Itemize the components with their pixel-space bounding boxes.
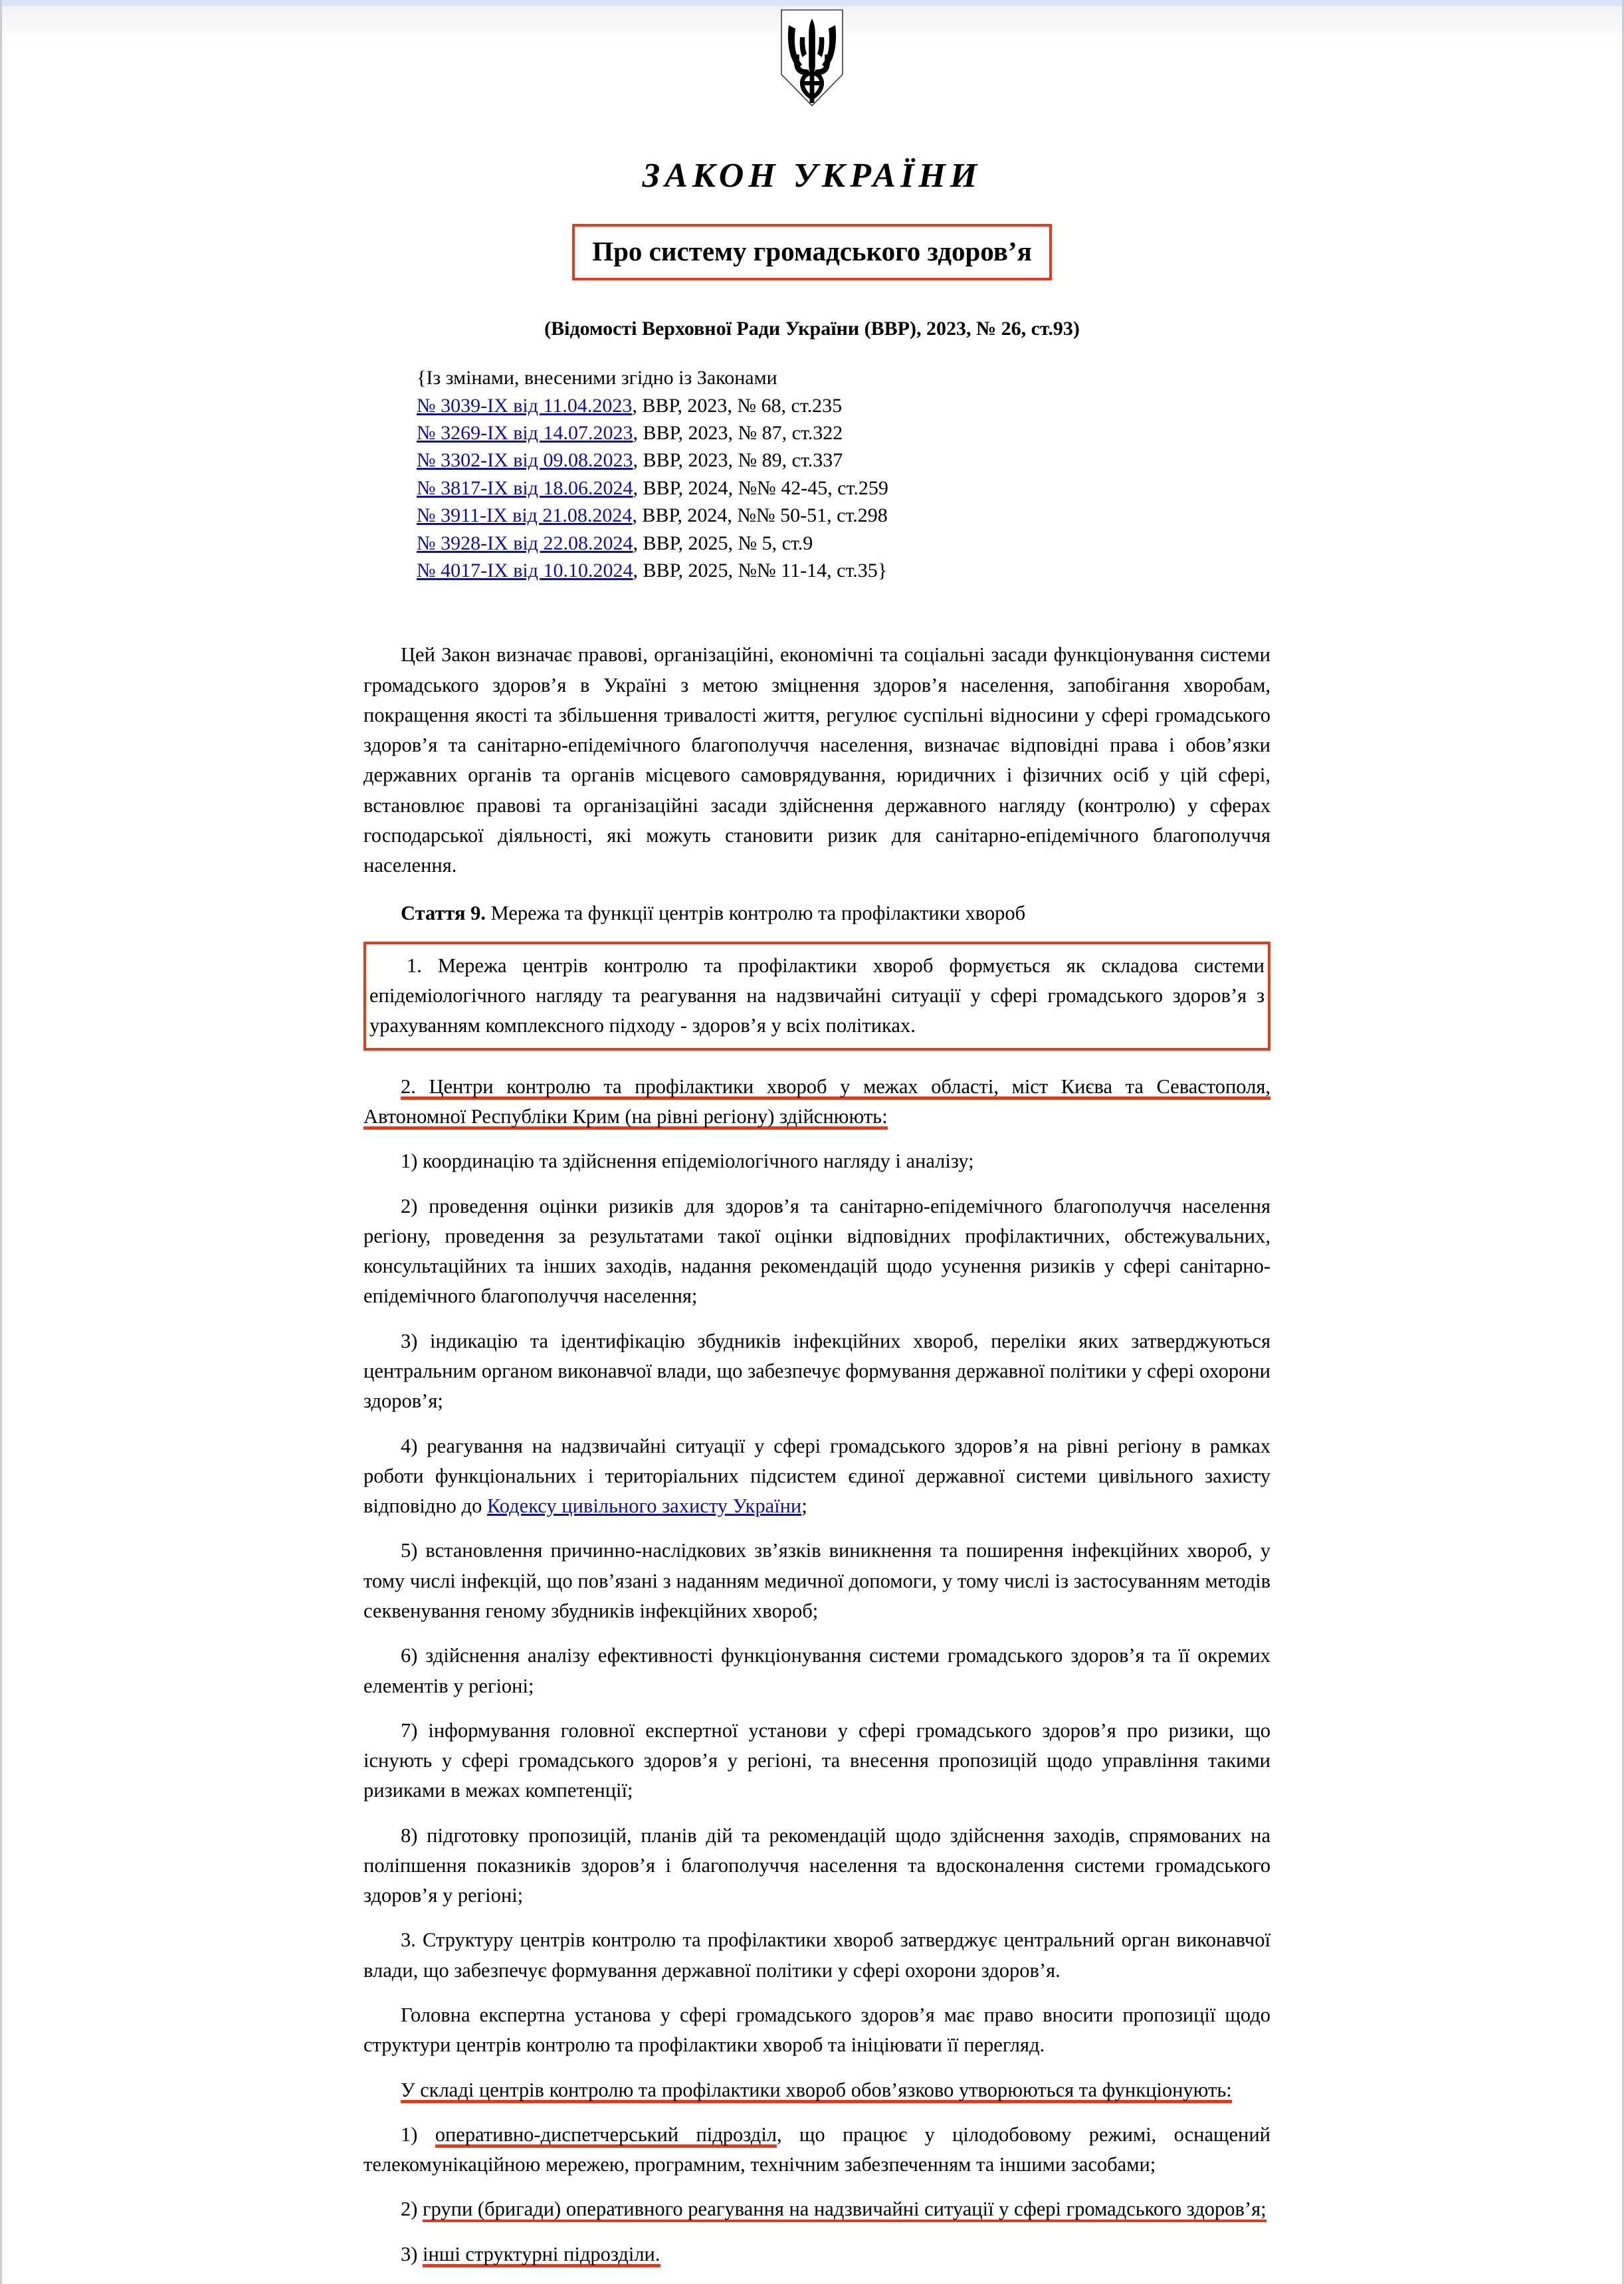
amendment-row	[417, 474, 1622, 502]
sub-item-2-highlighted: групи (бригади) оперативного реагування на надзвичайні ситуації у сфері громадського здоров’я;	[423, 2198, 1267, 2222]
clause-2-highlighted-text: 2. Центри контролю та профілактики хвороб у межах області, міст Києва та Севастополя, Автономної Республіки Крим (на рівні регіону) здійснюють:	[363, 1075, 1270, 1130]
amendment-link[interactable]: № 3302-IX від 09.08.2023	[417, 449, 633, 472]
subject-title-boxed: Про систему громадського здоров’я	[572, 224, 1052, 280]
subject-title-container	[2, 224, 1622, 280]
amendment-link[interactable]: № 3817-IX від 18.06.2024	[417, 476, 633, 499]
publication-reference: (Відомості Верховної Ради України (ВВР), 2023, № 26, ст.93)	[544, 318, 1080, 340]
amendment-link[interactable]: № 3911-IX від 21.08.2024	[417, 504, 633, 527]
amendment-link[interactable]: № 3039-IX від 11.04.2023	[417, 394, 633, 417]
sub-item-1-rest: , що працює у цілодобовому режимі, оснащений телекомунікаційною мережею, програмним, технічним забезпеченням та іншими засобами;	[363, 2123, 1270, 2176]
article-number: Стаття 9.	[401, 901, 486, 924]
preamble-paragraph: Цей Закон визначає правові, організаційні, економічні та соціальні засади функціонування системи громадського здоров’я в Україні з метою зміцнення здоров’я населення, запобігання хворобам, покращення якості та збільшення тривалості життя, регулює суспільні відносини у сфері громадського здоров’я та санітарно-епідемічного благополуччя населення, визначає відповідні права і обов’язки державних органів та органів місцевого самоврядування, юридичних і фізичних осіб у цій сфері, встановлює правові та організаційні засади здійснення державного нагляду (контролю) у сферах господарської діяльності, які можуть становити ризик для санітарно-епідемічного благополуччя населення.	[363, 643, 1270, 877]
list-item-6: 6) здійснення аналізу ефективності функціонування системи громадського здоров’я та її окремих елементів у регіоні;	[363, 1644, 1270, 1697]
sub-item-2-number: 2)	[401, 2198, 423, 2221]
composition-paragraph	[363, 2075, 1270, 2105]
sub-item-1-number: 1)	[401, 2123, 435, 2146]
amendment-detail: , ВВР, 2024, №№ 42-45, ст.259	[633, 476, 888, 499]
amendment-row	[417, 502, 1622, 529]
clause-1-red-box	[363, 942, 1270, 1051]
amendment-detail: , ВВР, 2025, №№ 11-14, ст.35}	[633, 559, 888, 581]
sub-item-1-highlighted: оперативно-диспетчерський підрозділ	[435, 2123, 777, 2148]
amendment-link[interactable]: № 4017-IX від 10.10.2024	[417, 559, 633, 581]
amendment-detail: , ВВР, 2023, № 68, ст.235	[632, 394, 843, 417]
article-title: Мережа та функції центрів контролю та профілактики хвороб	[486, 901, 1026, 924]
amendment-detail: , ВВР, 2024, №№ 50-51, ст.298	[632, 504, 888, 527]
amendment-row	[417, 530, 1622, 557]
composition-highlighted-text: У складі центрів контролю та профілактики хвороб обов’язково утворюються та функціонують:	[401, 2079, 1232, 2103]
list-item-2: 2) проведення оцінки ризиків для здоров’я та санітарно-епідемічного благополуччя населення регіону, проведення за результатами такої оцінки відповідних профілактичних, обстежувальних, консультаційних та інших заходів, надання рекомендацій щодо усунення ризиків у сфері санітарно-епідемічного благополуччя населення;	[363, 1194, 1270, 1308]
expert-institution-paragraph: Головна експертна установа у сфері громадського здоров’я має право вносити пропозиції щодо структури центрів контролю та профілактики хвороб та ініціювати її перегляд.	[363, 2004, 1270, 2057]
amendments-heading: {Із змінами, внесеними згідно із Законами	[417, 367, 777, 389]
sub-item-3-number: 3)	[401, 2242, 423, 2265]
document-content	[2, 0, 1622, 2269]
clause-3-paragraph: 3. Структуру центрів контролю та профілактики хвороб затверджує центральний орган виконавчої влади, що забезпечує формування державної політики у сфері охорони здоров’я.	[363, 1928, 1270, 1982]
list-item-1: 1) координацію та здійснення епідеміологічного нагляду і аналізу;	[401, 1150, 974, 1173]
sub-item-3-highlighted: інші структурні підрозділи.	[423, 2243, 660, 2267]
article-heading	[363, 898, 1270, 928]
clause-1-text: 1. Мережа центрів контролю та профілактики хвороб формується як складова системи епідеміологічного нагляду та реагування на надзвичайні ситуації у сфері громадського здоров’я з урахуванням комплексного підходу - здоров’я у всіх політиках.	[369, 954, 1265, 1037]
spacer	[363, 1063, 1270, 1072]
list-item-7: 7) інформування головної експертної установи у сфері громадського здоров’я про ризики, що існують у сфері громадського здоров’я у регіоні, та внесення пропозицій щодо управління такими ризиками в межах компетенції;	[363, 1718, 1270, 1802]
list-item-3: 3) індикацію та ідентифікацію збудників інфекційних хвороб, переліки яких затверджуються центральним органом виконавчої влади, що забезпечує формування державної політики у сфері охорони здоров’я;	[363, 1329, 1270, 1413]
page-title: ЗАКОН УКРАЇНИ	[642, 157, 982, 195]
list-item-4	[363, 1431, 1270, 1522]
amendment-detail: , ВВР, 2023, № 89, ст.337	[633, 449, 843, 472]
clause-2-paragraph	[363, 1072, 1270, 1132]
list-item-4-prefix: 4) реагування на надзвичайні ситуації у сфері громадського здоров’я на рівні регіону в рамках роботи функціональних і територіальних підсистем єдиної державної системи цивільного захисту відповідно до	[363, 1434, 1270, 1518]
sub-item-1	[363, 2120, 1270, 2180]
emblem-container	[2, 8, 1622, 108]
document-body	[2, 640, 1622, 2269]
amendment-row	[417, 557, 1622, 584]
amendment-row	[417, 392, 1622, 419]
amendment-row	[417, 419, 1622, 447]
civil-protection-code-link[interactable]: Кодексу цивільного захисту України	[486, 1495, 802, 1518]
amendment-link[interactable]: № 3928-IX від 22.08.2024	[417, 532, 633, 554]
ukraine-trident-coat-of-arms-icon	[779, 8, 845, 108]
amendment-row	[417, 447, 1622, 474]
list-item-5: 5) встановлення причинно-наслідкових зв’язків виникнення та поширення інфекційних хвороб, у тому числі інфекцій, що пов’язані з наданням медичної допомоги, у тому числі із застосуванням методів секвенування геному збудників інфекційних хвороб;	[363, 1539, 1270, 1622]
amendment-detail: , ВВР, 2023, № 87, ст.322	[633, 422, 843, 445]
sub-item-2	[363, 2194, 1270, 2224]
amendment-link[interactable]: № 3269-IX від 14.07.2023	[417, 422, 633, 445]
list-item-8: 8) підготовку пропозицій, планів дій та рекомендацій щодо здійснення заходів, спрямованих на поліпшення показників здоров’я і благополуччя населення та вдосконалення системи громадського здоров’я у регіоні;	[363, 1823, 1270, 1907]
amendments-block	[2, 364, 1622, 584]
amendment-detail: , ВВР, 2025, № 5, ст.9	[633, 532, 813, 554]
sub-item-3	[363, 2239, 1270, 2269]
list-item-4-suffix: ;	[801, 1495, 807, 1518]
